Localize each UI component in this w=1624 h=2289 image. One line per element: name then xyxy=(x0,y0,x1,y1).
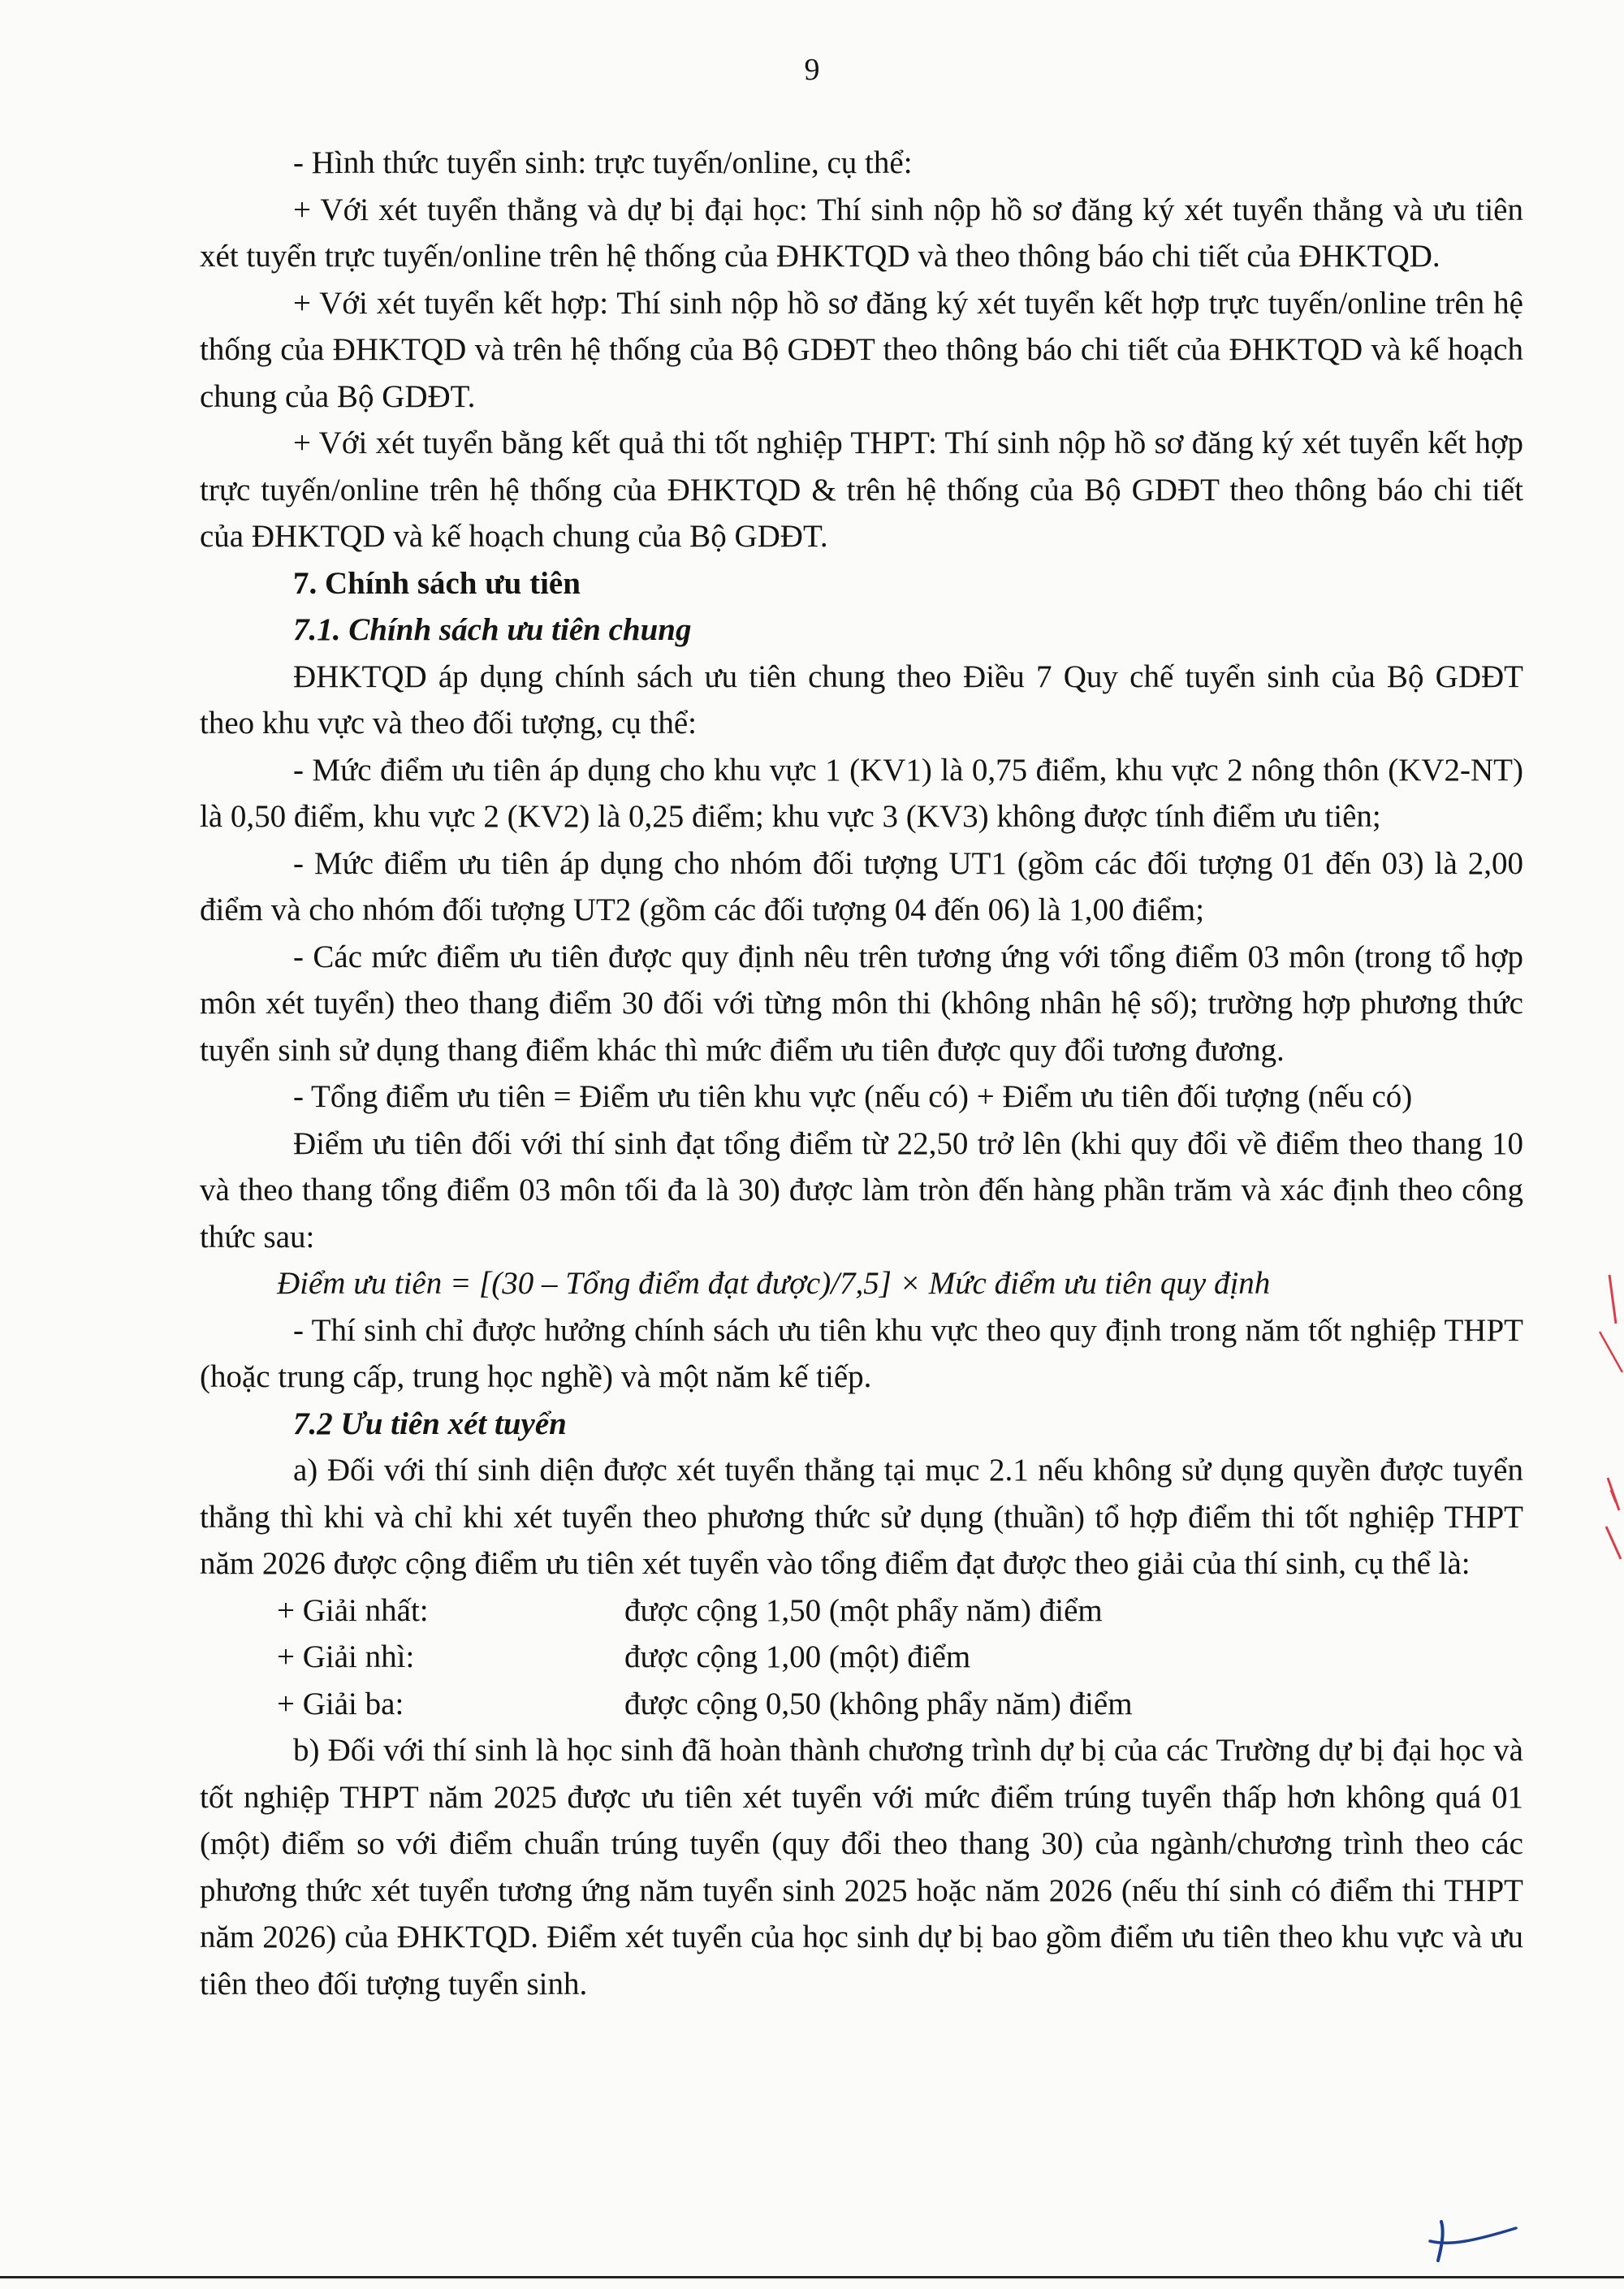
paragraph-exam-admission: + Với xét tuyển bằng kết quả thi tốt nghiệp THPT: Thí sinh nộp hồ sơ đăng ký xét tuyển kết hợp trực tuyến/online trên hệ thống của ĐHKTQD & trên hệ thống của Bộ GDĐT theo thông báo chi tiết của ĐHKTQD và kế hoạch chung của Bộ GDĐT. xyxy=(200,425,1523,554)
paragraph-group-points: - Mức điểm ưu tiên áp dụng cho nhóm đối tượng UT1 (gồm các đối tượng 01 đến 03) là 2,00 điểm và cho nhóm đối tượng UT2 (gồm các đối tượng 04 đến 06) là 1,00 điểm; xyxy=(200,845,1523,927)
prize-row-second xyxy=(200,1634,1523,1681)
paragraph-scale-note: - Các mức điểm ưu tiên được quy định nêu trên tương ứng với tổng điểm 03 môn (trong tổ hợp môn xét tuyển) theo thang điểm 30 đối với từng môn thi (không nhân hệ số); trường hợp phương thức tuyển sinh sử dụng thang điểm khác thì mức điểm ưu tiên được quy đổi tương đương. xyxy=(200,939,1523,1068)
heading-section-7-2: 7.2 Ưu tiên xét tuyển xyxy=(293,1406,567,1441)
page-number: 9 xyxy=(804,53,820,87)
prize-value: được cộng 1,00 (một) điểm xyxy=(624,1639,971,1674)
priority-formula: Điểm ưu tiên = [(30 – Tổng điểm đạt được)/7,5] × Mức điểm ưu tiên quy định xyxy=(277,1266,1271,1301)
paragraph-bonus-points: a) Đối với thí sinh diện được xét tuyển thẳng tại mục 2.1 nếu không sử dụng quyền được tuyển thẳng thì khi và chỉ khi xét tuyển theo phương thức sử dụng (thuần) tổ hợp điểm thi tốt nghiệp THPT năm 2026 được cộng điểm ưu tiên xét tuyển vào tổng điểm đạt được theo giải của thí sinh, cụ thể là: xyxy=(200,1453,1523,1581)
document-body xyxy=(200,140,1523,2007)
heading-section-7-1: 7.1. Chính sách ưu tiên chung xyxy=(293,612,692,647)
paragraph-region-validity: - Thí sinh chỉ được hưởng chính sách ưu tiên khu vực theo quy định trong năm tốt nghiệp THPT (hoặc trung cấp, trung học nghề) và một năm kế tiếp. xyxy=(200,1312,1523,1394)
paragraph-combined-admission: + Với xét tuyển kết hợp: Thí sinh nộp hồ sơ đăng ký xét tuyển kết hợp trực tuyến/online trên hệ thống của ĐHKTQD và trên hệ thống của Bộ GDĐT theo thông báo chi tiết của ĐHKTQD và kế hoạch chung của Bộ GDĐT. xyxy=(200,285,1523,414)
margin-marks xyxy=(1592,1267,1624,1575)
prize-row-first xyxy=(200,1587,1523,1635)
initial-signature xyxy=(1425,2217,1522,2265)
prize-label: + Giải nhì: xyxy=(277,1639,415,1674)
prize-label: + Giải nhất: xyxy=(277,1592,429,1628)
prize-row-third xyxy=(200,1681,1523,1728)
paragraph-total-priority: - Tổng điểm ưu tiên = Điểm ưu tiên khu vực (nếu có) + Điểm ưu tiên đối tượng (nếu có) xyxy=(293,1079,1413,1114)
paragraph-priority-rule: Điểm ưu tiên đối với thí sinh đạt tổng điểm từ 22,50 trở lên (khi quy đổi về điểm theo thang 10 và theo thang tổng điểm 03 môn tối đa là 30) được làm tròn đến hàng phần trăm và xác định theo công thức sau: xyxy=(200,1125,1523,1255)
paragraph-direct-admission: + Với xét tuyển thẳng và dự bị đại học: Thí sinh nộp hồ sơ đăng ký xét tuyển thẳng và ưu tiên xét tuyển trực tuyến/online trên hệ thống của ĐHKTQD và theo thông báo chi tiết của ĐHKTQD. xyxy=(200,192,1523,274)
scan-bottom-edge xyxy=(0,2276,1624,2278)
prize-value: được cộng 1,50 (một phẩy năm) điểm xyxy=(624,1592,1103,1628)
prize-label: + Giải ba: xyxy=(277,1686,404,1721)
paragraph-admission-form: - Hình thức tuyển sinh: trực tuyến/online, cụ thể: xyxy=(293,145,913,180)
paragraph-preparatory-students: b) Đối với thí sinh là học sinh đã hoàn thành chương trình dự bị của các Trường dự bị đại học và tốt nghiệp THPT năm 2025 được ưu tiên xét tuyển với mức điểm trúng tuyển thấp hơn không quá 01 (một) điểm so với điểm chuẩn trúng tuyển (quy đổi theo thang 30) của ngành/chương trình theo các phương thức xét tuyển tương ứng năm tuyển sinh 2025 hoặc năm 2026 (nếu thí sinh có điểm thi THPT năm 2026) của ĐHKTQD. Điểm xét tuyển của học sinh dự bị bao gồm điểm ưu tiên theo khu vực và ưu tiên theo đối tượng tuyển sinh. xyxy=(200,1733,1523,2002)
paragraph-general-policy: ĐHKTQD áp dụng chính sách ưu tiên chung theo Điều 7 Quy chế tuyển sinh của Bộ GDĐT theo khu vực và theo đối tượng, cụ thể: xyxy=(200,659,1523,741)
prize-value: được cộng 0,50 (không phẩy năm) điểm xyxy=(624,1686,1133,1721)
paragraph-region-points: - Mức điểm ưu tiên áp dụng cho khu vực 1 (KV1) là 0,75 điểm, khu vực 2 nông thôn (KV2-NT) là 0,50 điểm, khu vực 2 (KV2) là 0,25 điểm; khu vực 3 (KV3) không được tính điểm ưu tiên; xyxy=(200,752,1523,834)
heading-section-7: 7. Chính sách ưu tiên xyxy=(293,565,581,601)
